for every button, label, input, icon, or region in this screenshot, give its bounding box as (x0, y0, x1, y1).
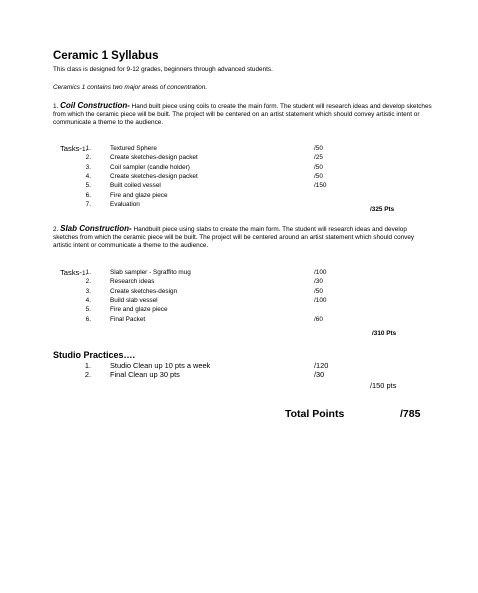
task-number: 3. (85, 287, 91, 295)
task-number: 3. (85, 163, 91, 171)
slab-tasks-label-suffix: 1. (81, 270, 88, 277)
task-points: /30 (314, 278, 323, 286)
task-points: /60 (314, 315, 323, 323)
coil-tasks-label-text: Tasks- (60, 144, 82, 153)
task-name: Studio Clean up 10 pts a week (110, 361, 211, 370)
task-number: 2. (85, 278, 91, 286)
task-number: 2. (84, 370, 91, 379)
task-number: 7. (85, 200, 91, 208)
task-points: /50 (314, 163, 323, 171)
task-name: Research ideas (110, 278, 155, 286)
coil-heading: Coil Construction- (60, 101, 130, 110)
total-points-label: Total Points (285, 408, 345, 420)
task-number: 5. (85, 182, 91, 190)
task-name: Final Clean up 30 pts (110, 370, 180, 379)
studio-total: /150 pts (370, 381, 397, 390)
task-name: Built coiled vessel (110, 182, 161, 190)
task-number: 1. (85, 269, 91, 276)
task-name: Textured Sphere (110, 145, 157, 152)
task-number: 6. (85, 315, 91, 323)
slab-description: Handbuilt piece using slabs to create the main form. The student will research ideas and develop sketches from which the ceramic piece will be built. The project will be centered around an artist statement which should convey artistic intent or communicate a theme to the audience. (53, 226, 415, 249)
task-name: Fire and glaze piece (110, 306, 168, 314)
task-points: /50 (314, 287, 323, 295)
total-points-value: /785 (400, 408, 421, 420)
task-name: Create sketches-design packet (110, 172, 198, 180)
task-number: 6. (85, 191, 91, 199)
task-number: 4. (85, 296, 91, 304)
task-points: /30 (314, 370, 325, 379)
slab-tasks-label-text: Tasks- (60, 268, 82, 277)
intro-text: This class is designed for 9-12 grades, beginners through advanced students. (53, 66, 273, 73)
coil-number: 1. (53, 103, 59, 110)
task-points: /50 (314, 172, 323, 180)
task-number: 4. (85, 172, 91, 180)
document-title: Ceramic 1 Syllabus (53, 50, 159, 62)
task-points: /150 (314, 182, 327, 190)
slab-heading: Slab Construction- (60, 224, 132, 233)
task-points: /50 (314, 145, 323, 152)
coil-description: Hand built piece using coils to create the main form. The student will research ideas and develop sketches from which the ceramic piece will be built. The project will be centered on an artist statement which should convey artistic intent or communicate a theme to the audience. (53, 103, 432, 126)
task-points: /100 (314, 296, 327, 304)
task-name: Coil sampler (candle holder) (110, 163, 190, 171)
coil-paragraph (53, 102, 433, 127)
task-points: /100 (314, 269, 327, 276)
task-name: Create sketches-design packet (110, 154, 198, 162)
task-number: 5. (85, 306, 91, 314)
coil-total: /325 Pts (370, 206, 395, 213)
task-name: Slab sampler - Sgraffito mug (110, 269, 191, 276)
task-number: 1. (85, 145, 91, 152)
task-name: Fire and glaze piece (110, 191, 168, 199)
task-number: 1. (84, 361, 91, 370)
slab-paragraph (53, 225, 433, 250)
task-points: /120 (314, 361, 329, 370)
task-name: Create sketches-design (110, 287, 178, 295)
concentrations-text: Ceramics 1 contains two major areas of concentration. (53, 84, 208, 91)
task-number: 2. (85, 154, 91, 162)
task-points: /25 (314, 154, 323, 162)
task-name: Final Packet (110, 315, 146, 323)
task-name: Evaluation (110, 200, 140, 208)
slab-total: /310 Pts (372, 330, 397, 337)
task-name: Build slab vessel (110, 296, 158, 304)
coil-tasks-label-suffix: 1. (81, 146, 88, 153)
slab-number: 2. (53, 226, 59, 233)
studio-heading: Studio Practices…. (53, 350, 136, 360)
